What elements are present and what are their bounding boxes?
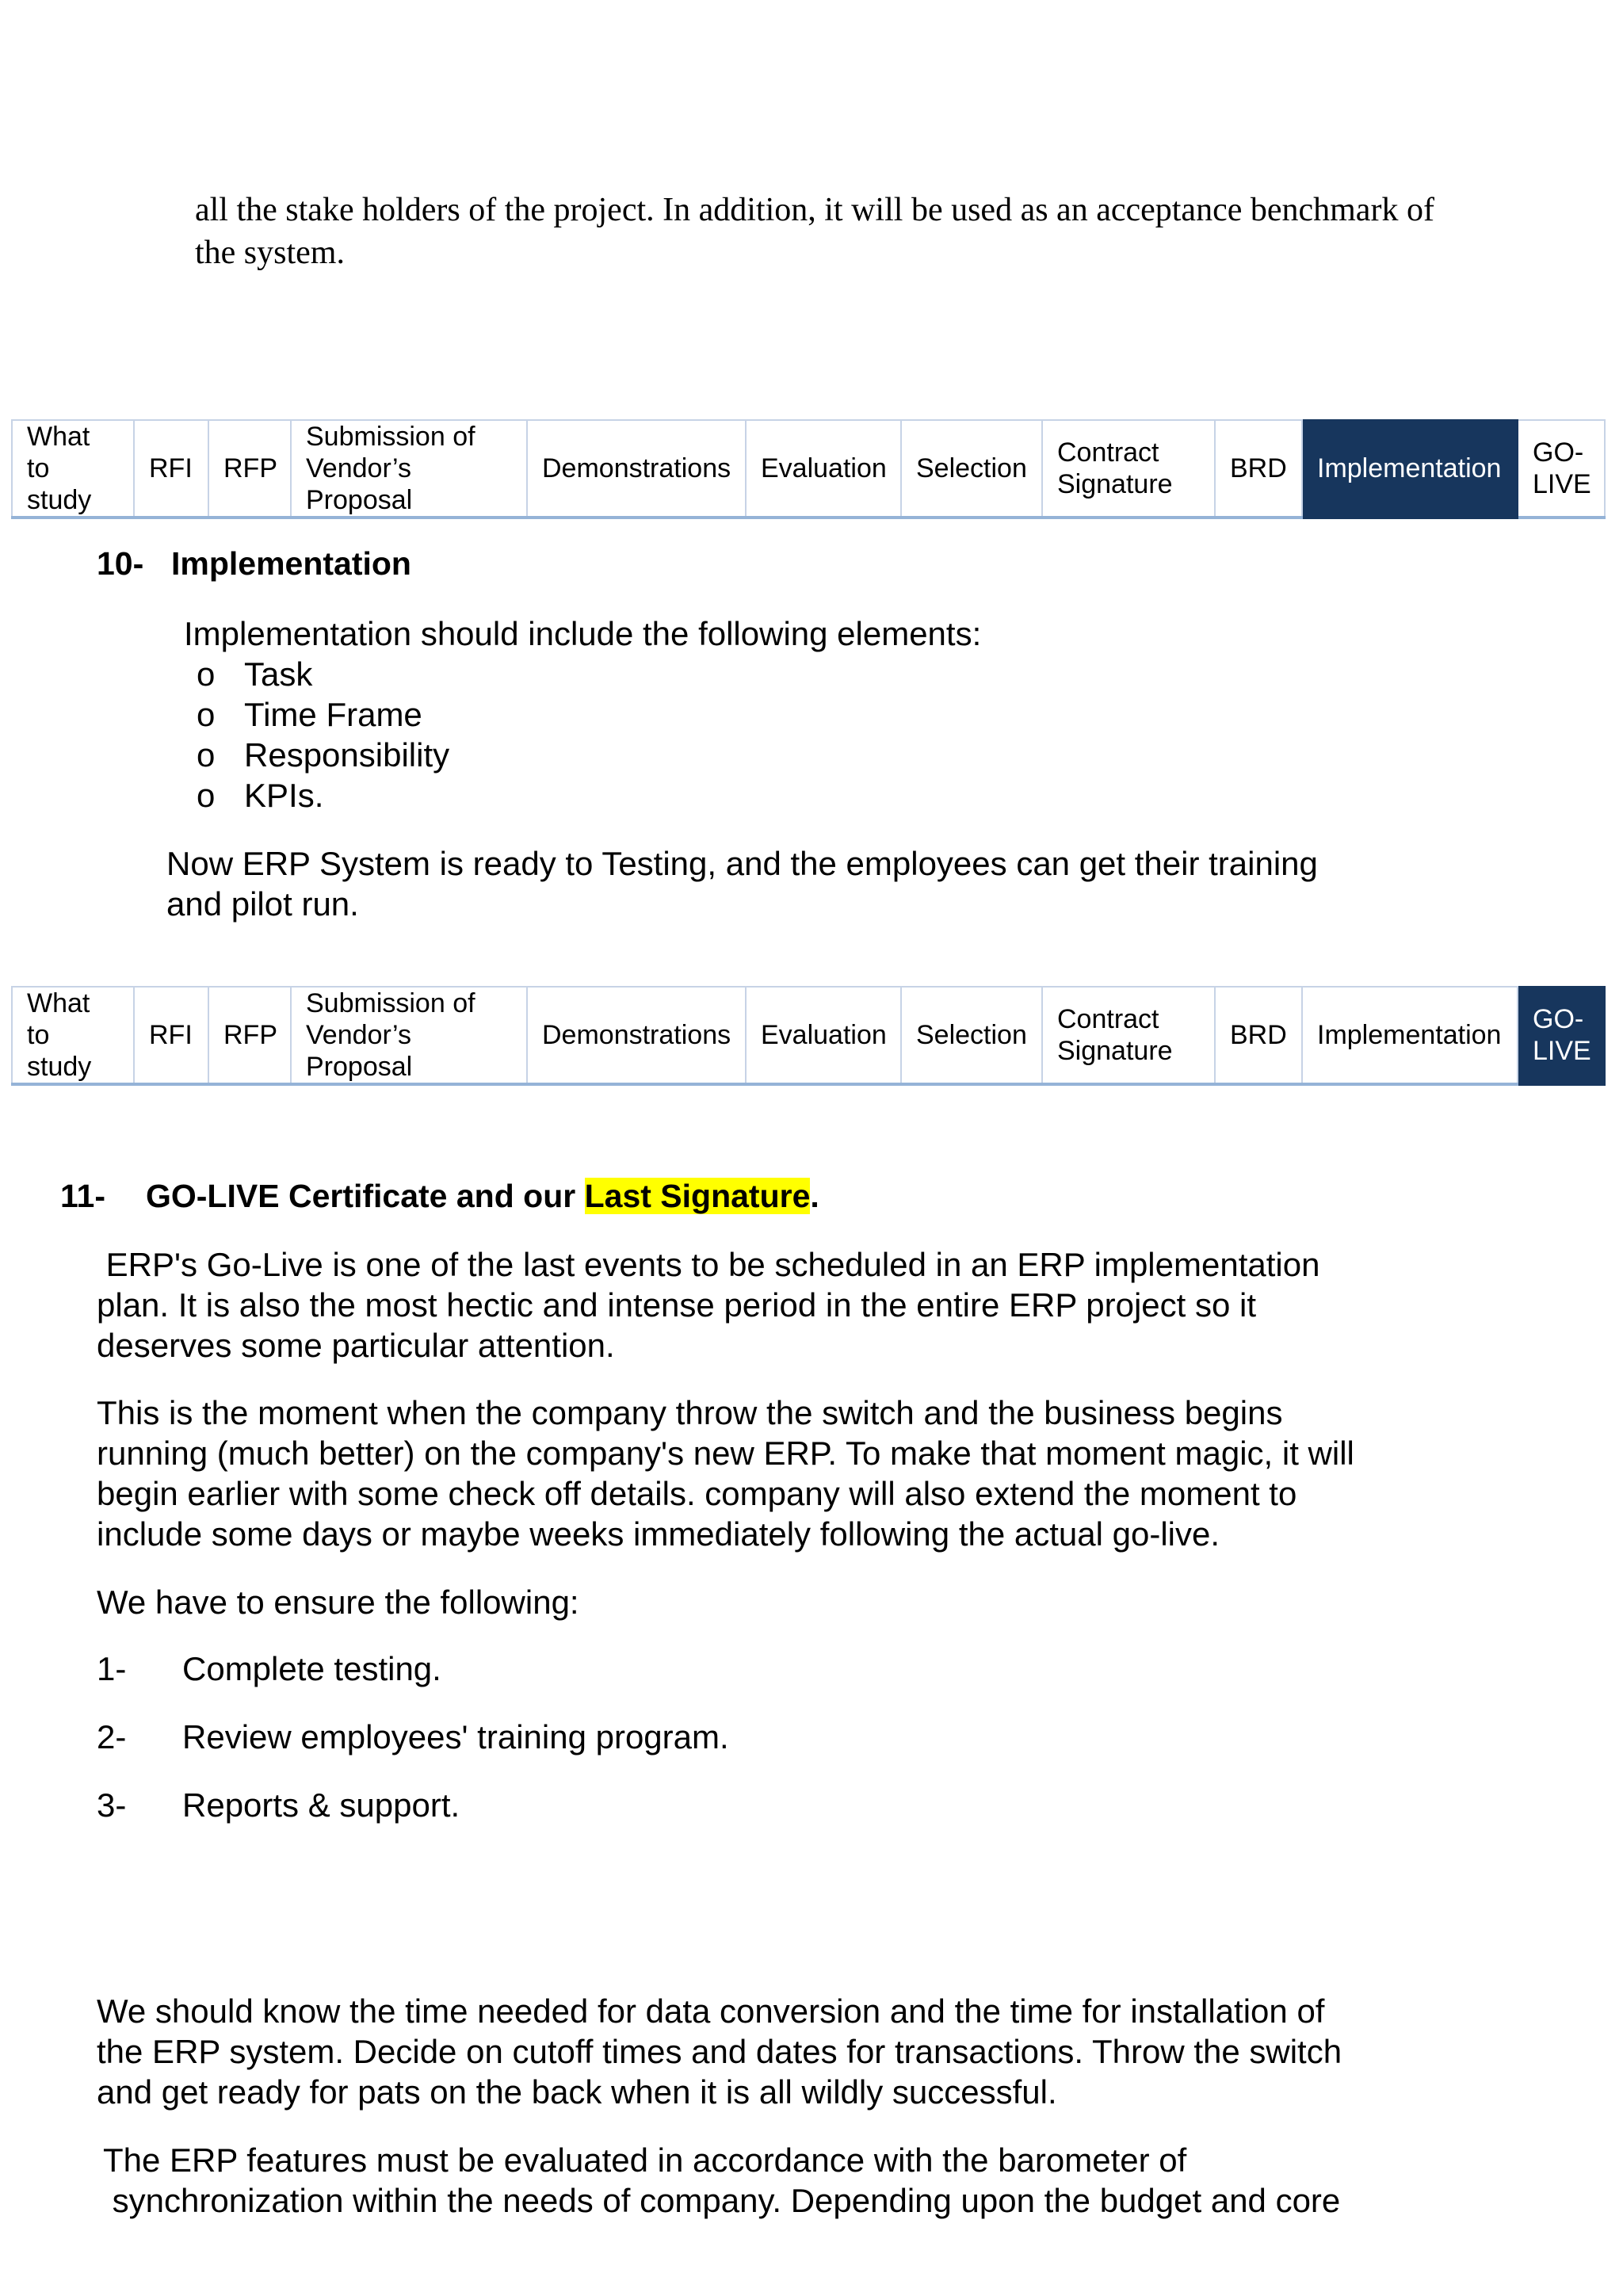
step-go-live: GO- LIVE: [1518, 420, 1605, 518]
bullet-circle-icon: o: [197, 777, 216, 814]
testing-paragraph: Now ERP System is ready to Testing, and the employees can get their training and pilot run.: [166, 845, 1318, 923]
ensure-lead: We have to ensure the following:: [97, 1584, 579, 1621]
bullet-item: o Time Frame: [197, 696, 422, 733]
step-evaluation: Evaluation: [746, 987, 901, 1084]
section-10-heading: [97, 545, 411, 583]
list-item: 3- Reports & support.: [97, 1786, 460, 1824]
intro-paragraph: [195, 189, 1542, 274]
bullet-circle-icon: o: [197, 696, 216, 733]
step-brd: BRD: [1215, 987, 1302, 1084]
bullet-circle-icon: o: [197, 655, 216, 693]
step-selection: Selection: [901, 420, 1042, 518]
step-what-to-study: What to study: [12, 420, 134, 518]
process-steps-row: [12, 420, 1605, 518]
conversion-paragraph: We should know the time needed for data conversion and the time for installation of the ERP system. Decide on cutoff times and dates for transactions. Throw the switch and get ready for pats on the back when it is all wildly successful.: [97, 1992, 1342, 2111]
step-submission: Submission of Vendor’s Proposal: [291, 420, 527, 518]
step-demonstrations: Demonstrations: [527, 987, 746, 1084]
features-paragraph: The ERP features must be evaluated in accordance with the barometer of synchronization within the needs of company. Depending upon the budget and core: [103, 2141, 1341, 2219]
step-what-to-study: What to study: [12, 987, 134, 1084]
list-item: 1- Complete testing.: [97, 1650, 441, 1687]
implementation-lead: Implementation should include the following elements:: [184, 615, 982, 652]
step-selection: Selection: [901, 987, 1042, 1084]
step-implementation: Implementation: [1302, 987, 1518, 1084]
process-steps-row: [12, 987, 1605, 1084]
step-brd: BRD: [1215, 420, 1302, 518]
section-11-title: GO-LIVE Certificate and our: [146, 1178, 585, 1214]
step-rfi: RFI: [134, 420, 208, 518]
process-steps-table: [11, 986, 1606, 1086]
step-rfp: RFP: [208, 987, 291, 1084]
step-contract-signature: Contract Signature: [1042, 420, 1215, 518]
implementation-elements: [184, 613, 981, 816]
bullet-item: o Responsibility: [197, 736, 450, 774]
list-item: 2- Review employees' training program.: [97, 1718, 729, 1755]
golive-paragraph-1: ERP's Go-Live is one of the last events to be scheduled in an ERP implementation plan. It is also the most hectic and intense period in the entire ERP project so it deserves some particular attention.: [97, 1246, 1320, 1364]
section-11-heading: 11- GO-LIVE Certificate and our Last Signature.: [60, 1178, 819, 1214]
section-11-number: 11-: [60, 1178, 105, 1214]
step-go-live-active: GO- LIVE: [1518, 987, 1605, 1084]
step-rfi: RFI: [134, 987, 208, 1084]
step-contract-signature: Contract Signature: [1042, 987, 1215, 1084]
intro-line: the system.: [195, 235, 345, 271]
step-demonstrations: Demonstrations: [527, 420, 746, 518]
process-steps-table: [11, 419, 1606, 519]
section-10-title: Implementation: [171, 545, 411, 582]
step-evaluation: Evaluation: [746, 420, 901, 518]
highlighted-text: Last Signature: [584, 1178, 811, 1214]
step-submission: Submission of Vendor’s Proposal: [291, 987, 527, 1084]
bullet-item: o KPIs.: [197, 777, 324, 814]
section-10-number: 10-: [97, 545, 144, 582]
golive-paragraph-2: This is the moment when the company throw the switch and the business begins running (much better) on the company's new ERP. To make that moment magic, it will begin earlier with some check off details. company will also extend the moment to include some days or maybe weeks immediately following the actual go-live.: [97, 1394, 1354, 1553]
step-rfp: RFP: [208, 420, 291, 518]
bullet-circle-icon: o: [197, 736, 216, 774]
bullet-item: o Task: [197, 655, 313, 693]
intro-line: all the stake holders of the project. In addition, it will be used as an acceptance benchmark of: [195, 192, 1434, 228]
step-implementation-active: Implementation: [1302, 420, 1518, 518]
